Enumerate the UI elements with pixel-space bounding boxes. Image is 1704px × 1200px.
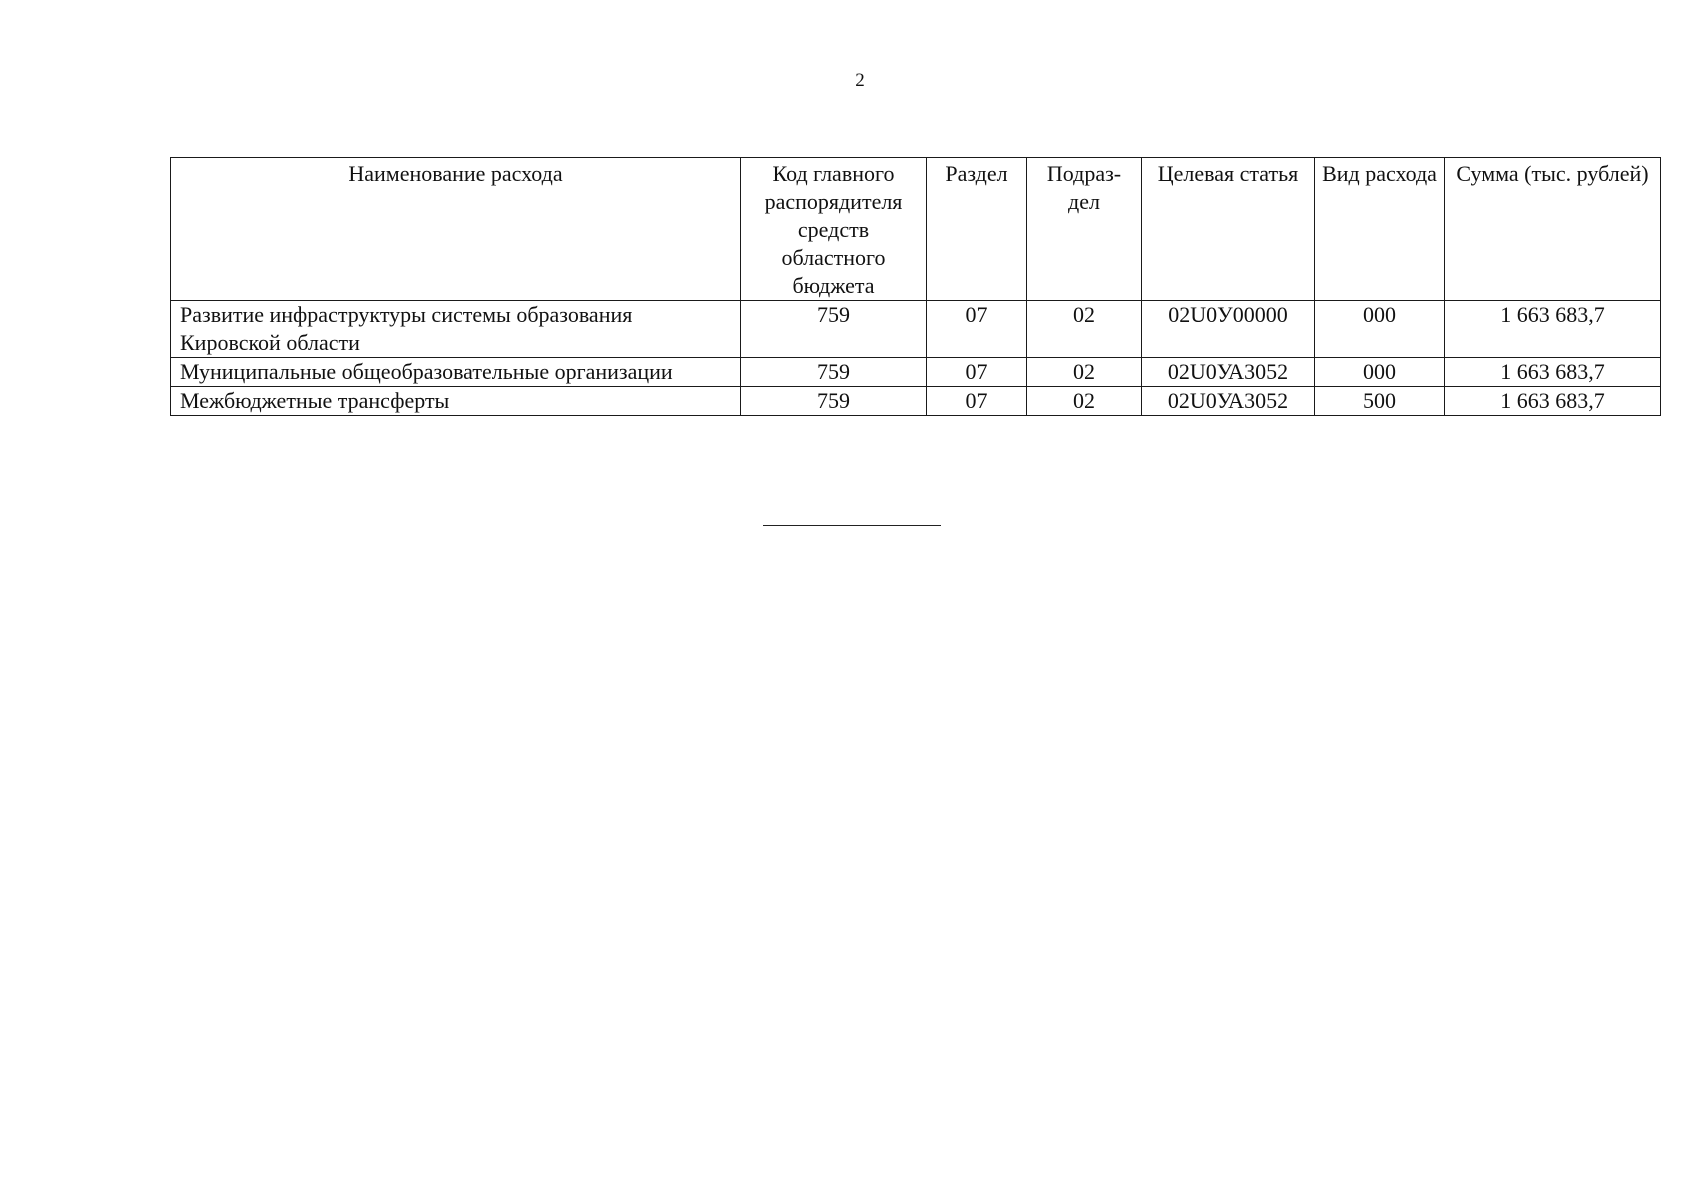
cell-subsection: 02: [1027, 301, 1142, 358]
cell-amount: 1 663 683,7: [1445, 358, 1661, 387]
cell-expense-type: 500: [1315, 387, 1445, 416]
cell-expense-type: 000: [1315, 301, 1445, 358]
header-section: Раздел: [927, 158, 1027, 301]
cell-section: 07: [927, 358, 1027, 387]
table-row: [171, 358, 1661, 387]
table-header: [171, 158, 1661, 301]
page-number: 2: [855, 70, 865, 91]
cell-expense-name: Развитие инфраструктуры системы образования Кировской области: [171, 301, 741, 358]
budget-table: [170, 157, 1661, 416]
cell-target-article: 02U0УА3052: [1142, 387, 1315, 416]
table-row: [171, 301, 1661, 358]
cell-manager-code: 759: [741, 387, 927, 416]
cell-expense-name: Муниципальные общеобразовательные организации: [171, 358, 741, 387]
cell-expense-type: 000: [1315, 358, 1445, 387]
header-manager-code: Код главного распорядителя средств областного бюджета: [741, 158, 927, 301]
header-row: [171, 158, 1661, 301]
cell-target-article: 02U0УА3052: [1142, 358, 1315, 387]
header-subsection: Подраз-дел: [1027, 158, 1142, 301]
cell-target-article: 02U0У00000: [1142, 301, 1315, 358]
cell-amount: 1 663 683,7: [1445, 301, 1661, 358]
cell-manager-code: 759: [741, 358, 927, 387]
header-target-article: Целевая статья: [1142, 158, 1315, 301]
end-of-document-line: [763, 525, 941, 526]
header-expense-name: Наименование расхода: [171, 158, 741, 301]
header-amount: Сумма (тыс. рублей): [1445, 158, 1661, 301]
cell-amount: 1 663 683,7: [1445, 387, 1661, 416]
cell-subsection: 02: [1027, 358, 1142, 387]
cell-section: 07: [927, 301, 1027, 358]
table-body: [171, 301, 1661, 416]
cell-expense-name: Межбюджетные трансферты: [171, 387, 741, 416]
cell-subsection: 02: [1027, 387, 1142, 416]
cell-section: 07: [927, 387, 1027, 416]
table-row: [171, 387, 1661, 416]
cell-manager-code: 759: [741, 301, 927, 358]
header-expense-type: Вид расхода: [1315, 158, 1445, 301]
